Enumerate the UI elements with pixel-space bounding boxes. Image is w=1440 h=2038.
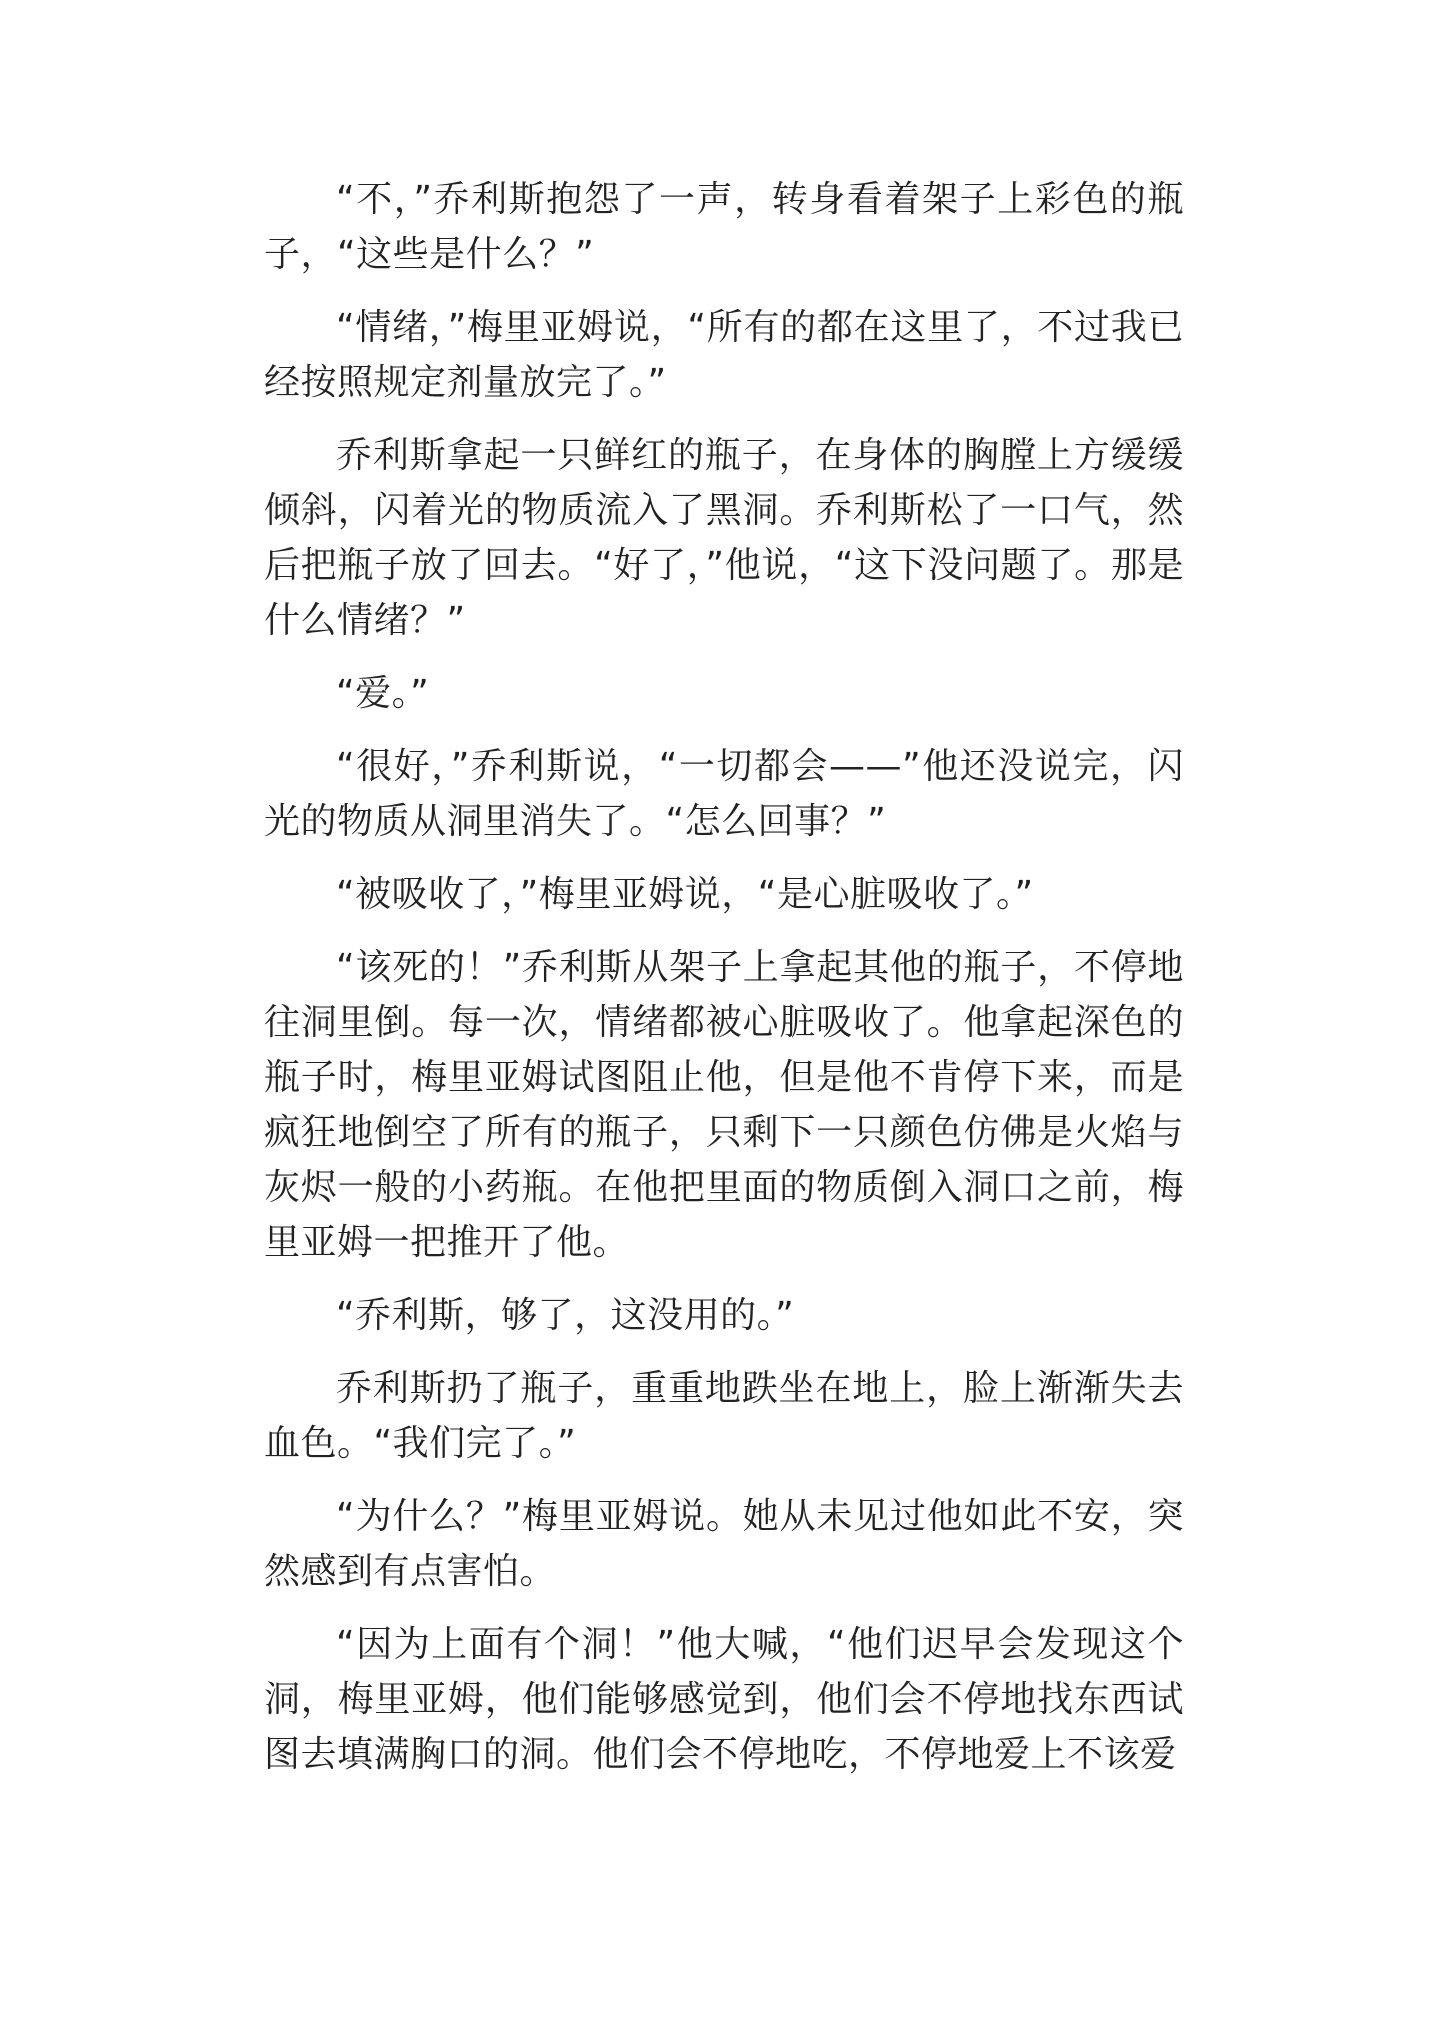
paragraph-1: “不，”乔利斯抱怨了一声，转身看着架子上彩色的瓶子，“这些是什么？” xyxy=(264,179,1184,275)
paragraph-4: “爱。” xyxy=(336,673,430,714)
story-text xyxy=(264,172,1184,1800)
paragraph-2: “情绪，”梅里亚姆说，“所有的都在这里了，不过我已经按照规定剂量放完了。” xyxy=(264,307,1184,403)
paragraph-7: “该死的！”乔利斯从架子上拿起其他的瓶子，不停地往洞里倒。每一次，情绪都被心脏吸收了。他拿起深色的瓶子时，梅里亚姆试图阻止他，但是他不肯停下来，而是疯狂地倒空了所有的瓶子，只剩下一只颜色仿佛是火焰与灰烬一般的小药瓶。在他把里面的物质倒入洞口之前，梅里亚姆一把推开了他。 xyxy=(264,947,1184,1263)
paragraph-5: “很好，”乔利斯说，“一切都会——”他还没说完，闪光的物质从洞里消失了。“怎么回事？” xyxy=(264,746,1184,842)
paragraph-3: 乔利斯拿起一只鲜红的瓶子，在身体的胸膛上方缓缓倾斜，闪着光的物质流入了黑洞。乔利斯松了一口气，然后把瓶子放了回去。“好了，”他说，“这下没问题了。那是什么情绪？” xyxy=(264,435,1184,641)
paragraph-11: “因为上面有个洞！”他大喊，“他们迟早会发现这个洞，梅里亚姆，他们能够感觉到，他们会不停地找东西试图去填满胸口的洞。他们会不停地吃，不停地爱上不该爱 xyxy=(264,1624,1184,1775)
paragraph-8: “乔利斯，够了，这没用的。” xyxy=(336,1295,795,1336)
paragraph-10: “为什么？”梅里亚姆说。她从未见过他如此不安，突然感到有点害怕。 xyxy=(264,1496,1184,1592)
paragraph-6: “被吸收了，”梅里亚姆说，“是心脏吸收了。” xyxy=(336,874,1034,915)
paragraph-9: 乔利斯扔了瓶子，重重地跌坐在地上，脸上渐渐失去血色。“我们完了。” xyxy=(264,1368,1184,1464)
